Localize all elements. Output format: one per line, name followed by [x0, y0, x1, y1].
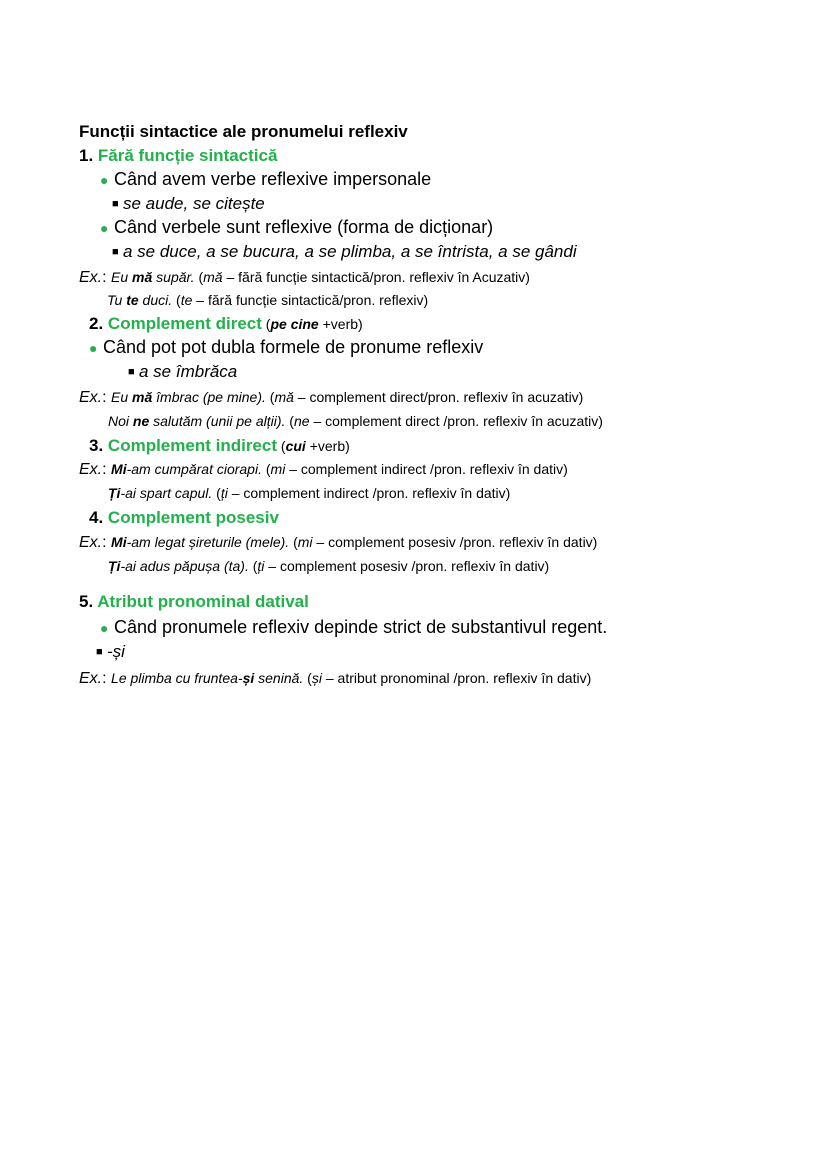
example-text: Le plimba cu fruntea- [111, 670, 243, 686]
section-title: Complement posesiv [107, 508, 279, 527]
example-note: ( [172, 292, 181, 308]
example-note-pronoun: ne [293, 413, 310, 429]
section-1-heading [79, 147, 277, 164]
example-pronoun: mă [132, 269, 153, 285]
example-line [79, 270, 530, 286]
section-number: 4. [89, 508, 104, 527]
example-line [79, 671, 591, 687]
example-line [79, 462, 568, 478]
bullet-dot-icon: ● [89, 340, 98, 356]
square-bullet-icon: ■ [112, 198, 119, 210]
example-pronoun: ne [132, 413, 150, 429]
section-title: Atribut pronominal datival [97, 592, 309, 611]
example-text: duci. [138, 292, 173, 308]
sub-bullet-item [112, 243, 577, 260]
example-note: ( [212, 485, 221, 501]
example-note-pronoun: te [180, 292, 193, 308]
section-paren: +verb) [305, 438, 350, 454]
section-paren: ( [261, 316, 271, 332]
example-text: senină. [254, 670, 304, 686]
example-text: -ai adus păpușa (ta). [120, 558, 249, 574]
example-colon: : [102, 534, 107, 551]
example-note-pronoun: mă [203, 269, 223, 285]
bullet-item [89, 338, 483, 356]
example-line [108, 559, 549, 575]
section-5-heading [79, 593, 309, 610]
square-bullet-icon: ■ [112, 246, 119, 258]
bullet-dot-icon: ● [100, 220, 109, 236]
example-text: salutăm (unii pe alții). [149, 413, 286, 429]
bullet-item [100, 618, 607, 636]
example-colon: : [102, 461, 107, 478]
sub-bullet-text: a se duce, a se bucura, a se plimba, a se întrista, a se gândi [123, 242, 577, 261]
bullet-item [100, 170, 431, 188]
bullet-item [100, 218, 493, 236]
example-note: – fără funcție sintactică/pron. reflexiv în Acuzativ) [222, 269, 530, 285]
section-title: Fără funcție sintactică [97, 146, 278, 165]
section-2-heading [89, 315, 363, 332]
example-note-pronoun: mă [274, 389, 294, 405]
example-note: ( [261, 461, 271, 477]
example-pronoun: și [242, 670, 255, 686]
example-line [108, 486, 510, 502]
example-note: – complement indirect /pron. reflexiv în dativ) [227, 485, 511, 501]
example-note: ( [265, 389, 275, 405]
example-note: – complement posesiv /pron. reflexiv în dativ) [264, 558, 550, 574]
example-text: -am legat șireturile (mele). [126, 534, 290, 550]
example-label: Ex. [79, 670, 103, 687]
example-line [79, 535, 597, 551]
sub-bullet-text: -și [107, 642, 125, 661]
example-note: ( [248, 558, 258, 574]
example-note: – complement indirect /pron. reflexiv în dativ) [285, 461, 568, 477]
section-number: 1. [79, 146, 94, 165]
example-text: Eu [111, 389, 133, 405]
section-question: cui [285, 438, 306, 454]
bullet-dot-icon: ● [100, 172, 109, 188]
example-pronoun: te [126, 292, 139, 308]
bullet-text: Când pot pot dubla formele de pronume reflexiv [103, 337, 484, 357]
example-note-pronoun: mi [270, 461, 286, 477]
example-pronoun: Ți [108, 485, 121, 501]
example-text: Tu [107, 292, 127, 308]
example-note: ( [285, 413, 294, 429]
sub-bullet-item [96, 643, 125, 660]
example-note: – complement direct/pron. reflexiv în acuzativ) [293, 389, 584, 405]
example-text: Noi [108, 413, 133, 429]
example-note: ( [194, 269, 204, 285]
example-pronoun: Mi [111, 461, 127, 477]
example-text: îmbrac (pe mine). [152, 389, 266, 405]
bullet-text: Când verbele sunt reflexive (forma de dicționar) [114, 217, 494, 237]
sub-bullet-item [128, 363, 237, 380]
section-paren: +verb) [318, 316, 363, 332]
example-colon: : [102, 389, 107, 406]
example-note: – atribut pronominal /pron. reflexiv în dativ) [321, 670, 592, 686]
section-4-heading [89, 509, 279, 526]
page-title: Funcții sintactice ale pronumelui reflexiv [79, 122, 408, 141]
square-bullet-icon: ■ [96, 646, 103, 658]
sub-bullet-text: se aude, se citește [123, 194, 265, 213]
example-colon: : [102, 269, 107, 286]
example-note-pronoun: mi [297, 534, 313, 550]
section-title: Complement direct [107, 314, 262, 333]
section-number: 3. [89, 436, 104, 455]
example-line [108, 414, 603, 430]
section-3-heading [89, 437, 350, 454]
example-note-pronoun: ți [257, 558, 265, 574]
example-note-pronoun: ți [220, 485, 228, 501]
example-pronoun: Mi [111, 534, 127, 550]
section-question: pe cine [270, 316, 319, 332]
square-bullet-icon: ■ [128, 366, 135, 378]
bullet-dot-icon: ● [100, 620, 109, 636]
example-text: supăr. [152, 269, 195, 285]
example-note: ( [303, 670, 312, 686]
example-text: -ai spart capul. [120, 485, 213, 501]
example-text: Eu [111, 269, 133, 285]
example-pronoun: mă [132, 389, 153, 405]
example-label: Ex. [79, 534, 103, 551]
example-text: -am cumpărat ciorapi. [126, 461, 262, 477]
section-title: Complement indirect [107, 436, 278, 455]
example-note-pronoun: și [311, 670, 322, 686]
example-colon: : [102, 670, 107, 687]
example-note: – complement direct /pron. reflexiv în acuzativ) [309, 413, 603, 429]
example-pronoun: Ți [108, 558, 121, 574]
example-note: – complement posesiv /pron. reflexiv în dativ) [312, 534, 598, 550]
sub-bullet-item [112, 195, 265, 212]
section-number: 5. [79, 592, 94, 611]
example-label: Ex. [79, 269, 103, 286]
bullet-text: Când avem verbe reflexive impersonale [114, 169, 432, 189]
example-label: Ex. [79, 461, 103, 478]
example-note: – fără funcție sintactică/pron. reflexiv) [192, 292, 429, 308]
section-number: 2. [89, 314, 104, 333]
example-note: ( [289, 534, 298, 550]
sub-bullet-text: a se îmbrăca [139, 362, 238, 381]
bullet-text: Când pronumele reflexiv depinde strict de substantivul regent. [114, 617, 608, 637]
section-paren: ( [277, 438, 286, 454]
example-line [79, 390, 583, 406]
example-line [107, 293, 428, 309]
example-label: Ex. [79, 389, 103, 406]
